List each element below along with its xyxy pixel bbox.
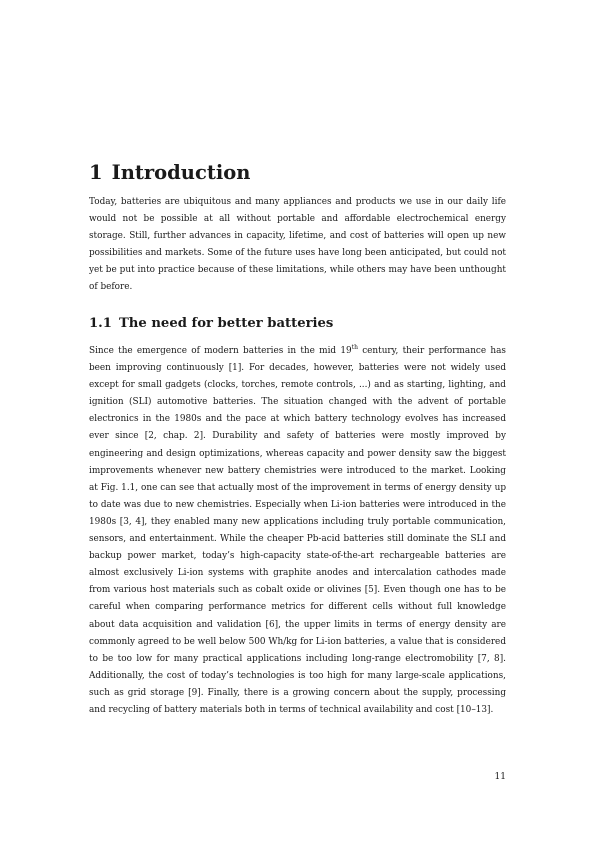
section-title: The need for better batteries [118, 316, 334, 331]
section-number: 1.1 [89, 316, 112, 331]
section-paragraph-start: Since the emergence of modern batteries in the mid 19 [89, 346, 352, 356]
section-paragraph-rest: century, their performance has been improving continuously [1]. For decades, however, batteries were not widely used except for small gadgets (clocks, torches, remote controls, ...) and as starting, lighting, and ignition (SLI) automotive batteries. The situation changed with the advent of portable electronics in the 1980s and the pace at which battery technology evolves has increased ever since [2, chap. 2]. Durability and safety of batteries were mostly improved by engineering and design optimizations, whereas capacity and power density saw the biggest improvements whenever new battery chemistries were introduced to the market. Looking at Fig. 1.1, one can see that actually most of the improvement in terms of energy density up to date was due to new chemistries. Especially when Li-ion batteries were introduced in the 1980s [3, 4], they enabled many new applications including truly portable communication, sensors, and entertainment. While the cheaper Pb-acid batteries still dominate the SLI and backup power market, today’s high-capacity state-of-the-art rechargeable batteries are almost exclusively Li-ion systems with graphite anodes and intercalation cathodes made from various host materials such as cobalt oxide or olivines [5]. Even though one has to be careful when comparing performance metrics for different cells without full knowledge about data acquisition and validation [6], the upper limits in terms of energy density are commonly agreed to be well below 500 Wh/kg for Li-ion batteries, a value that is considered to be too low for many practical applications including long-range electromobility [7, 8]. Additionally, the cost of today’s technologies is too high for many large-scale applications, such as grid storage [9]. Finally, there is a growing concern about the supply, processing and recycling of battery materials both in terms of technical availability and cost [10–13]. [89, 346, 506, 715]
page-number: 11 [494, 772, 506, 782]
section-paragraph [89, 343, 506, 719]
section-heading [89, 314, 506, 334]
chapter-title: Introduction [111, 161, 251, 184]
ordinal-superscript: th [351, 344, 358, 351]
intro-paragraph: Today, batteries are ubiquitous and many appliances and products we use in our daily life would not be possible at all without portable and affordable electrochemical energy storage. Still, further advances in capacity, lifetime, and cost of batteries will open up new possibilities and markets. Some of the future uses have long been anticipated, but could not yet be put into practice because of these limitations, while others may have been unthought of before. [89, 197, 506, 293]
chapter-number: 1 [89, 161, 103, 184]
chapter-heading [89, 160, 509, 186]
